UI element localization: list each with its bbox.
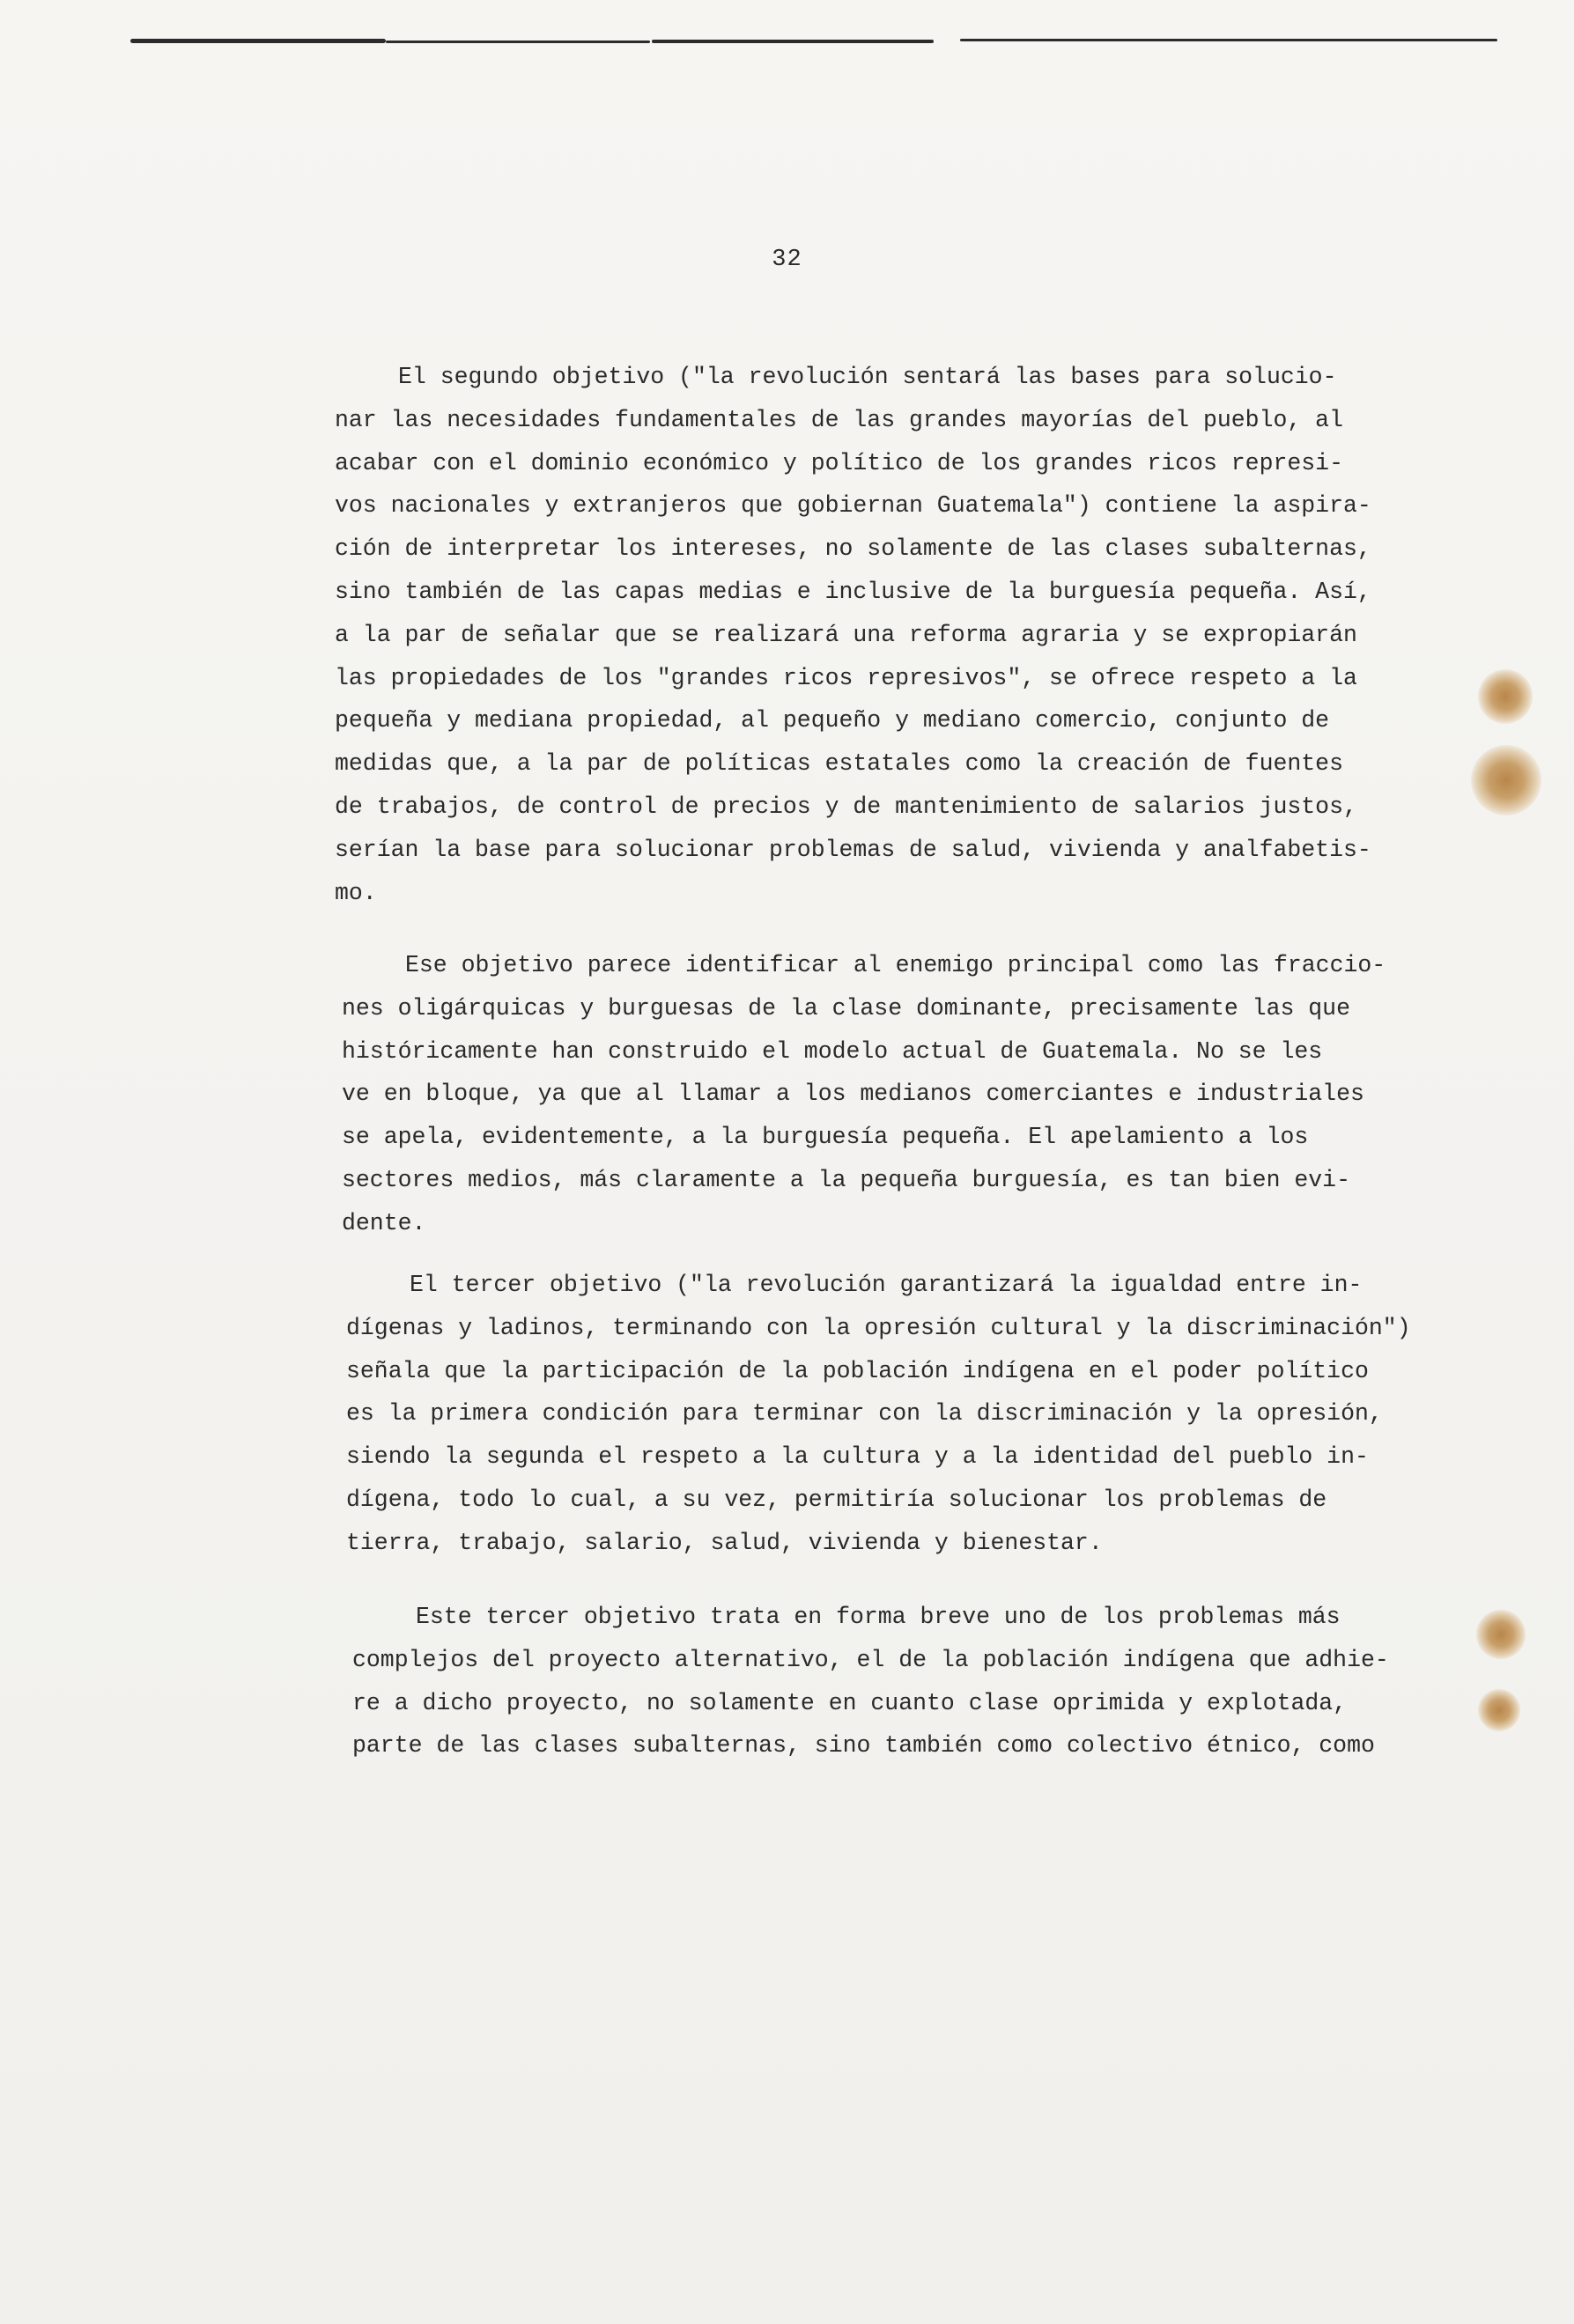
text-line: tierra, trabajo, salario, salud, vivienda y bienestar. bbox=[346, 1529, 1103, 1556]
paragraph bbox=[352, 1596, 1427, 1767]
paragraph bbox=[335, 356, 1409, 914]
page-number: 32 bbox=[772, 247, 802, 273]
paragraph bbox=[342, 944, 1416, 1245]
rust-stain bbox=[1478, 669, 1533, 724]
paragraph bbox=[346, 1264, 1421, 1565]
text-line: pequeña y mediana propiedad, al pequeño y mediano comercio, conjunto de bbox=[335, 707, 1330, 734]
text-line: parte de las clases subalternas, sino también como colectivo étnico, como bbox=[352, 1732, 1375, 1760]
rust-stain bbox=[1471, 745, 1541, 815]
text-line: históricamente han construido el modelo actual de Guatemala. No se les bbox=[342, 1037, 1323, 1065]
text-line: El tercer objetivo ("la revolución garantizará la igualdad entre in- bbox=[410, 1272, 1363, 1298]
text-line: se apela, evidentemente, a la burguesía pequeña. El apelamiento a los bbox=[342, 1124, 1309, 1151]
rust-stain bbox=[1478, 1689, 1520, 1731]
text-line: Este tercer objetivo trata en forma breve uno de los problemas más bbox=[416, 1604, 1341, 1630]
text-line: serían la base para solucionar problemas de salud, vivienda y analfabetis- bbox=[335, 836, 1371, 863]
rust-stain bbox=[1476, 1610, 1526, 1659]
text-line: nar las necesidades fundamentales de las grandes mayorías del pueblo, al bbox=[335, 406, 1343, 433]
text-line: a la par de señalar que se realizará una reforma agraria y se expropiarán bbox=[335, 621, 1357, 648]
text-line: de trabajos, de control de precios y de mantenimiento de salarios justos, bbox=[335, 793, 1357, 820]
text-line: medidas que, a la par de políticas estatales como la creación de fuentes bbox=[335, 750, 1343, 778]
text-line: El segundo objetivo ("la revolución sentará las bases para solucio- bbox=[398, 364, 1337, 390]
text-line: es la primera condición para terminar con la discriminación y la opresión, bbox=[346, 1400, 1383, 1428]
text-line: sectores medios, más claramente a la pequeña burguesía, es tan bien evi- bbox=[342, 1166, 1350, 1193]
text-line: las propiedades de los "grandes ricos represivos", se ofrece respeto a la bbox=[335, 664, 1357, 691]
text-line: acabar con el dominio económico y político de los grandes ricos represi- bbox=[335, 449, 1343, 476]
text-line: Ese objetivo parece identificar al enemigo principal como las fraccio- bbox=[405, 952, 1386, 978]
text-line: siendo la segunda el respeto a la cultura y a la identidad del pueblo in- bbox=[346, 1443, 1369, 1471]
text-line: vos nacionales y extranjeros que gobiernan Guatemala") contiene la aspira- bbox=[335, 492, 1371, 520]
top-edge-rule bbox=[960, 39, 1497, 41]
text-line: sino también de las capas medias e inclusive de la burguesía pequeña. Así, bbox=[335, 578, 1371, 605]
text-line: nes oligárquicas y burguesas de la clase dominante, precisamente las que bbox=[342, 994, 1350, 1022]
text-line: re a dicho proyecto, no solamente en cuanto clase oprimida y explotada, bbox=[352, 1689, 1348, 1716]
text-line: dente. bbox=[342, 1209, 426, 1236]
text-line: ve en bloque, ya que al llamar a los medianos comerciantes e industriales bbox=[342, 1081, 1364, 1108]
top-edge-rule bbox=[652, 40, 934, 43]
top-edge-rule bbox=[386, 41, 650, 43]
text-line: dígena, todo lo cual, a su vez, permitiría solucionar los problemas de bbox=[346, 1486, 1327, 1513]
text-line: mo. bbox=[335, 879, 377, 906]
text-line: dígenas y ladinos, terminando con la opresión cultural y la discriminación") bbox=[346, 1314, 1411, 1341]
text-line: complejos del proyecto alternativo, el de la población indígena que adhie- bbox=[352, 1646, 1389, 1673]
text-line: ción de interpretar los intereses, no solamente de las clases subalternas, bbox=[335, 535, 1371, 563]
text-line: señala que la participación de la población indígena en el poder político bbox=[346, 1357, 1369, 1384]
top-edge-rule bbox=[130, 39, 386, 43]
